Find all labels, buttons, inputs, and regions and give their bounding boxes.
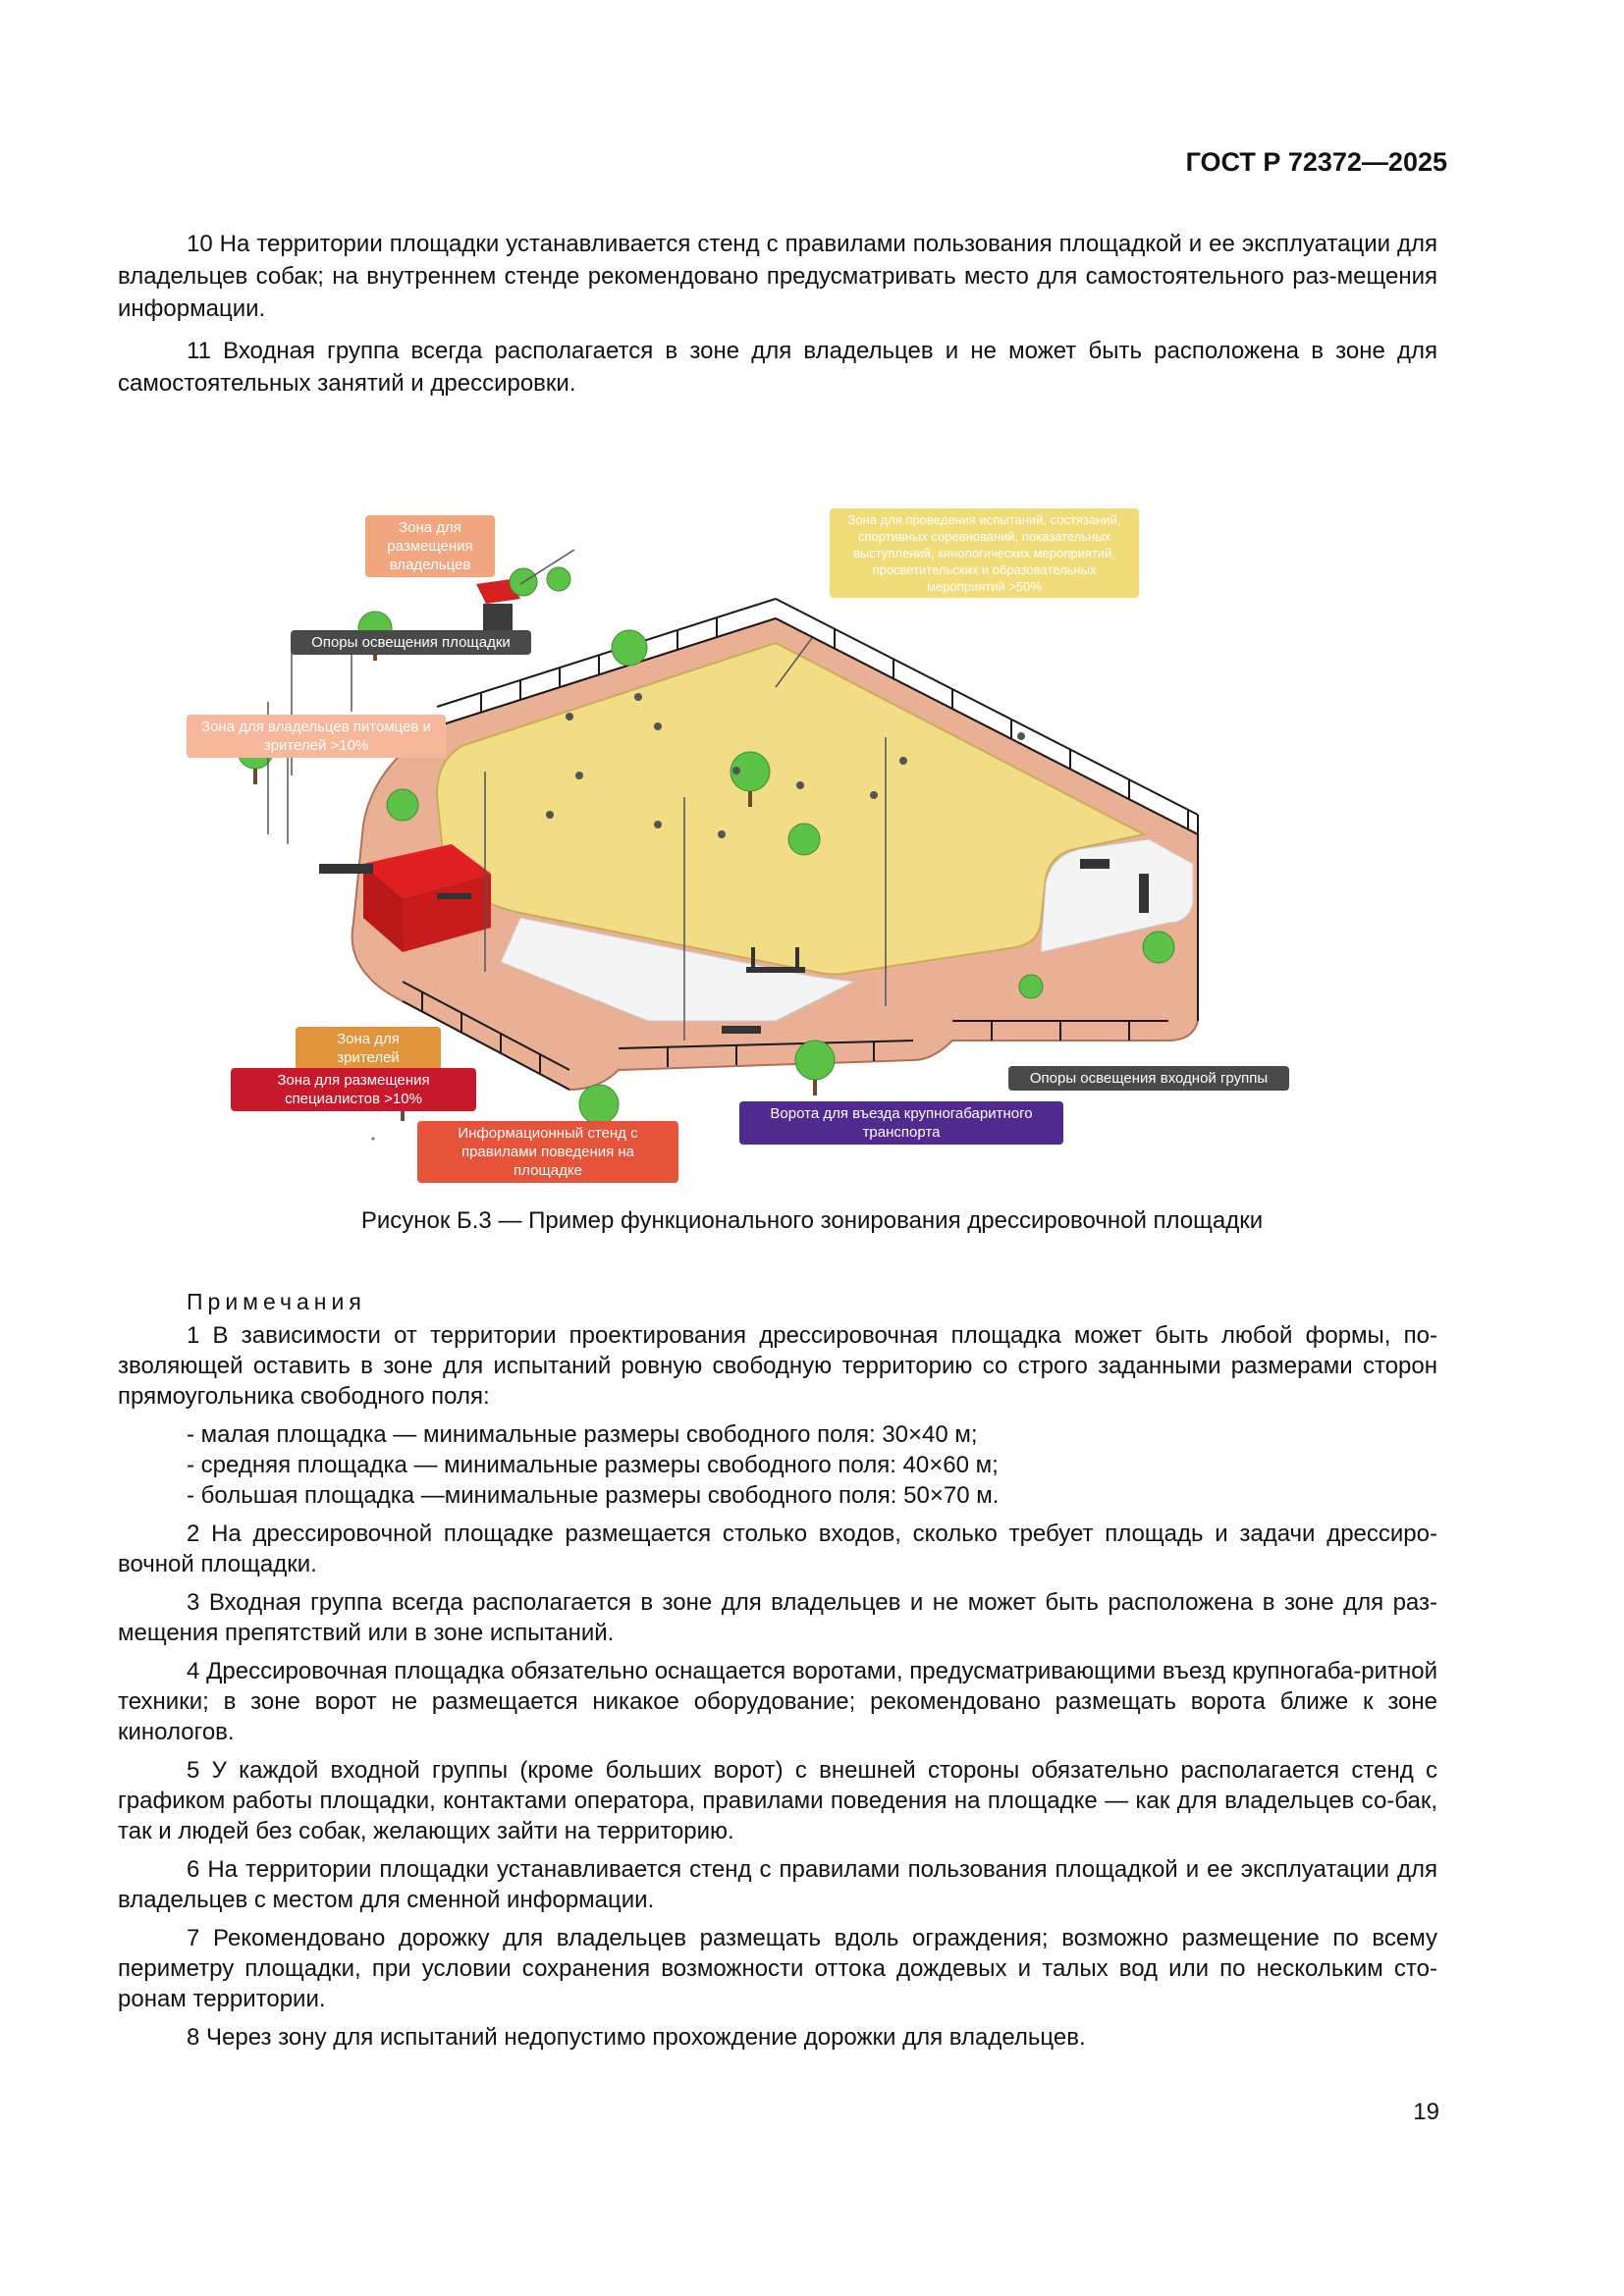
label-specialists-zone: Зона для размещения специалистов >10% (231, 1068, 476, 1111)
note-3: 3 Входная группа всегда располагается в зоне для владельцев и не может быть расположена в зоне для раз-мещения препятствий или в зоне испытаний. (118, 1589, 1437, 1646)
notes-title: Примечания (187, 1289, 366, 1314)
notes-body (118, 1320, 1437, 2060)
page-number: 19 (1413, 2099, 1439, 2125)
label-entry-lighting: Опоры освещения входной группы (1008, 1066, 1289, 1091)
note-4: 4 Дрессировочная площадка обязательно оснащается воротами, предусматривающими въезд крупногаба-ритной техники; в зоне ворот не размещается никакое оборудование; рекомендовано размещать ворота ближе к зоне кинологов. (118, 1658, 1437, 1745)
label-lighting-supports: Опоры освещения площадки (291, 630, 531, 655)
note-2: 2 На дрессировочной площадке размещается столько входов, сколько требует площадь и задачи дрессиро-вочной площадки. (118, 1521, 1437, 1577)
label-info-stand: Информационный стенд с правилами поведения на площадке (417, 1121, 678, 1183)
note-5: 5 У каждой входной группы (кроме больших ворот) с внешней стороны обязательно располагается стенд с графиком работы площадки, контактами оператора, правилами поведения на площадке — как для владельцев со-бак, так и людей без собак, желающих зайти на территорию. (118, 1757, 1437, 1844)
size-medium: - средняя площадка — минимальные размеры свободного поля: 40×60 м; (187, 1452, 999, 1478)
note-6: 6 На территории площадки устанавливается стенд с правилами пользования площадкой и ее эксплуатации для владельцев с местом для сменной информации. (118, 1856, 1437, 1913)
paragraph-11: 11 Входная группа всегда располагается в зоне для владельцев и не может быть расположена в зоне для самостоятельных занятий и дрессировки. (118, 338, 1437, 397)
intro-text (118, 228, 1437, 409)
label-spectators-zone: Зона для зрителей (296, 1027, 441, 1070)
size-small: - малая площадка — минимальные размеры свободного поля: 30×40 м; (187, 1421, 978, 1448)
figure-caption: Рисунок Б.3 — Пример функционального зонирования дрессировочной площадки (360, 1207, 1264, 1234)
size-large: - большая площадка —минимальные размеры свободного поля: 50×70 м. (187, 1482, 1000, 1509)
standard-code: ГОСТ Р 72372—2025 (1185, 147, 1447, 177)
note-8: 8 Через зону для испытаний недопустимо прохождение дорожки для владельцев. (187, 2024, 1086, 2051)
zoning-figure (201, 510, 1326, 1179)
label-tests-zone: Зона для проведения испытаний, состязаний, спортивных соревнований, показательных выступлений, кинологических мероприятий, просветительских и образовательных мероприятий >50% (830, 508, 1139, 598)
size-list (118, 1419, 1437, 1511)
note-1: 1 В зависимости от территории проектирования дрессировочная площадка может быть любой формы, по-зволяющей оставить в зоне для испытаний ровную свободную территорию со строго заданными размерами сторон прямоугольника свободного поля: (118, 1322, 1437, 1410)
label-gate: Ворота для въезда крупногабаритного транспорта (739, 1101, 1063, 1145)
paragraph-10: 10 На территории площадки устанавливается стенд с правилами пользования площадкой и ее эксплуатации для владельцев собак; на внутреннем стенде рекомендовано предусматривать место для самостоятельного раз-мещения информации. (118, 231, 1437, 322)
label-owners-zone: Зона для размещения владельцев (365, 515, 495, 577)
note-7: 7 Рекомендовано дорожку для владельцев размещать вдоль ограждения; возможно размещение по всему периметру площадки, при условии сохранения возможности оттока дождевых и талых вод или по нескольким сто-ронам территории. (118, 1925, 1437, 2012)
label-owners-walk-zone: Зона для владельцев питомцев и зрителей >10% (187, 715, 446, 758)
